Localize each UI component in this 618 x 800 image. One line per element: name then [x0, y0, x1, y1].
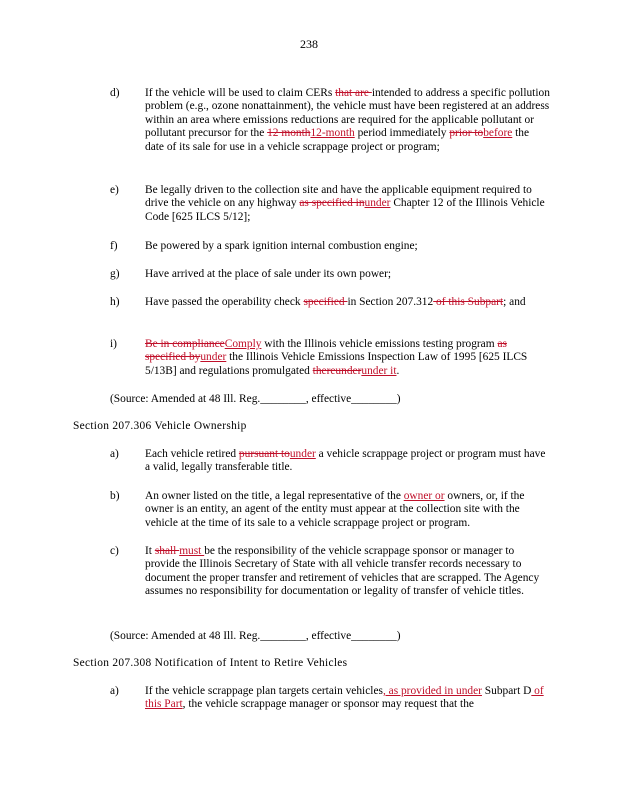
deleted-text: that are	[335, 87, 372, 99]
list-item-c	[110, 545, 550, 599]
inserted-text: before	[483, 127, 513, 140]
inserted-text: under it	[361, 364, 397, 377]
deleted-text: pursuant to	[238, 448, 290, 460]
deleted-text: Be in compliance	[145, 338, 225, 350]
text-segment: Chapter 12 of the Illinois Vehicle Code [625 ILCS 5/12];	[145, 197, 545, 223]
list-item-a	[110, 448, 550, 475]
list-item-e	[110, 184, 550, 224]
text-segment: If the vehicle scrappage plan targets certain vehicles	[145, 685, 383, 697]
text-segment: Subpart D	[481, 685, 532, 697]
text-segment: Be powered by a spark ignition internal combustion engine;	[145, 240, 418, 252]
text-segment: owners, or, if the owner is an entity, an agent of the entity must appear at the collection site with the vehicle at the time of its sale to a vehicle scrappage project or program.	[145, 490, 525, 529]
text-segment: ; and	[503, 296, 526, 308]
text-segment: the Illinois Vehicle Emissions Inspection Law of 1995 [625 ILCS 5/13B] and regulations promulgated	[145, 351, 528, 377]
text-segment: If the vehicle will be used to claim CERs	[145, 87, 336, 99]
item-label: g)	[110, 268, 120, 280]
deleted-text: as specified in	[299, 197, 365, 210]
item-label: b)	[110, 490, 120, 502]
deleted-text: prior to	[449, 127, 484, 140]
item-text	[145, 87, 550, 154]
item-text	[145, 184, 550, 224]
source-note: (Source: Amended at 48 Ill. Reg.________, effective________)	[110, 630, 401, 642]
inserted-text: owner or	[403, 490, 445, 502]
item-label: h)	[110, 296, 120, 308]
inserted-text: under	[364, 197, 391, 210]
item-text	[145, 448, 550, 475]
text-segment: intended to address a specific pollution problem (e.g., ozone nonattainment), the vehicle must have been registered at an address within an area where emissions reductions are required for the applicable pollutant or pollutant precursor for the	[145, 87, 550, 140]
text-segment: Be legally driven to the collection site and have the applicable equipment required to drive the vehicle on any highway	[145, 184, 532, 210]
item-text	[145, 240, 550, 253]
deleted-text: as specified by	[145, 338, 507, 364]
list-item-i	[110, 338, 550, 378]
inserted-text: under	[456, 685, 482, 697]
text-segment: be the responsibility of the vehicle scrappage sponsor or manager to provide the Illinois Secretary of State with all vehicle transfer records necessary to document the proper transfer and retirement of vehicles that are scrapped. The Agency assumes no responsibility for documentation or legality of transfer of vehicle titles.	[145, 545, 540, 598]
deleted-text: shall	[154, 545, 180, 557]
item-label: a)	[110, 448, 119, 460]
item-label: c)	[110, 545, 119, 557]
item-text	[145, 268, 550, 281]
inserted-text: must	[179, 545, 205, 557]
item-label: e)	[110, 184, 119, 196]
item-label: a)	[110, 685, 119, 697]
inserted-text: 12-month	[310, 127, 355, 140]
text-segment: , the vehicle scrappage manager or sponsor may request that the	[182, 698, 474, 711]
inserted-text: , as provided in	[382, 685, 457, 697]
text-segment: It	[145, 545, 155, 557]
text-segment: Have arrived at the place of sale under its own power;	[145, 268, 392, 280]
list-item-h	[110, 296, 550, 309]
item-text	[145, 490, 550, 530]
list-item-b	[110, 490, 550, 530]
text-segment: Have passed the operability check	[145, 296, 304, 308]
section-heading: Section 207.306 Vehicle Ownership	[73, 420, 247, 432]
text-segment: Each vehicle retired	[145, 448, 239, 460]
list-item-g	[110, 268, 550, 281]
page-number: 238	[300, 37, 318, 51]
item-text	[145, 685, 550, 712]
item-label: d)	[110, 87, 120, 99]
list-item-d	[110, 87, 550, 154]
inserted-text: of this Part	[145, 685, 544, 711]
text-segment: An owner listed on the title, a legal representative of the	[145, 490, 404, 502]
inserted-text: under	[289, 448, 316, 460]
item-text	[145, 545, 550, 599]
list-item-f	[110, 240, 550, 253]
text-segment: the date of its sale for use in a vehicle scrappage project or program;	[145, 127, 530, 153]
text-segment: with the Illinois vehicle emissions testing program	[261, 338, 498, 350]
text-segment: in Section 207.312	[347, 296, 434, 308]
deleted-text: of this Subpart	[433, 296, 504, 308]
item-text	[145, 296, 550, 309]
text-segment: .	[396, 364, 400, 377]
item-label: i)	[110, 338, 117, 350]
inserted-text: Comply	[224, 338, 262, 350]
deleted-text: 12 month	[267, 127, 311, 140]
inserted-text: under	[200, 351, 227, 364]
list-item-a	[110, 685, 550, 712]
deleted-text: thereunder	[312, 364, 362, 377]
source-note: (Source: Amended at 48 Ill. Reg.________, effective________)	[110, 393, 401, 405]
deleted-text: specified	[303, 296, 348, 308]
item-label: f)	[110, 240, 118, 252]
text-segment: period immediately	[354, 127, 450, 140]
section-heading: Section 207.308 Notification of Intent to Retire Vehicles	[73, 657, 348, 669]
text-segment: a vehicle scrappage project or program must have a valid, legally transferable title.	[145, 448, 546, 474]
item-text	[145, 338, 550, 378]
